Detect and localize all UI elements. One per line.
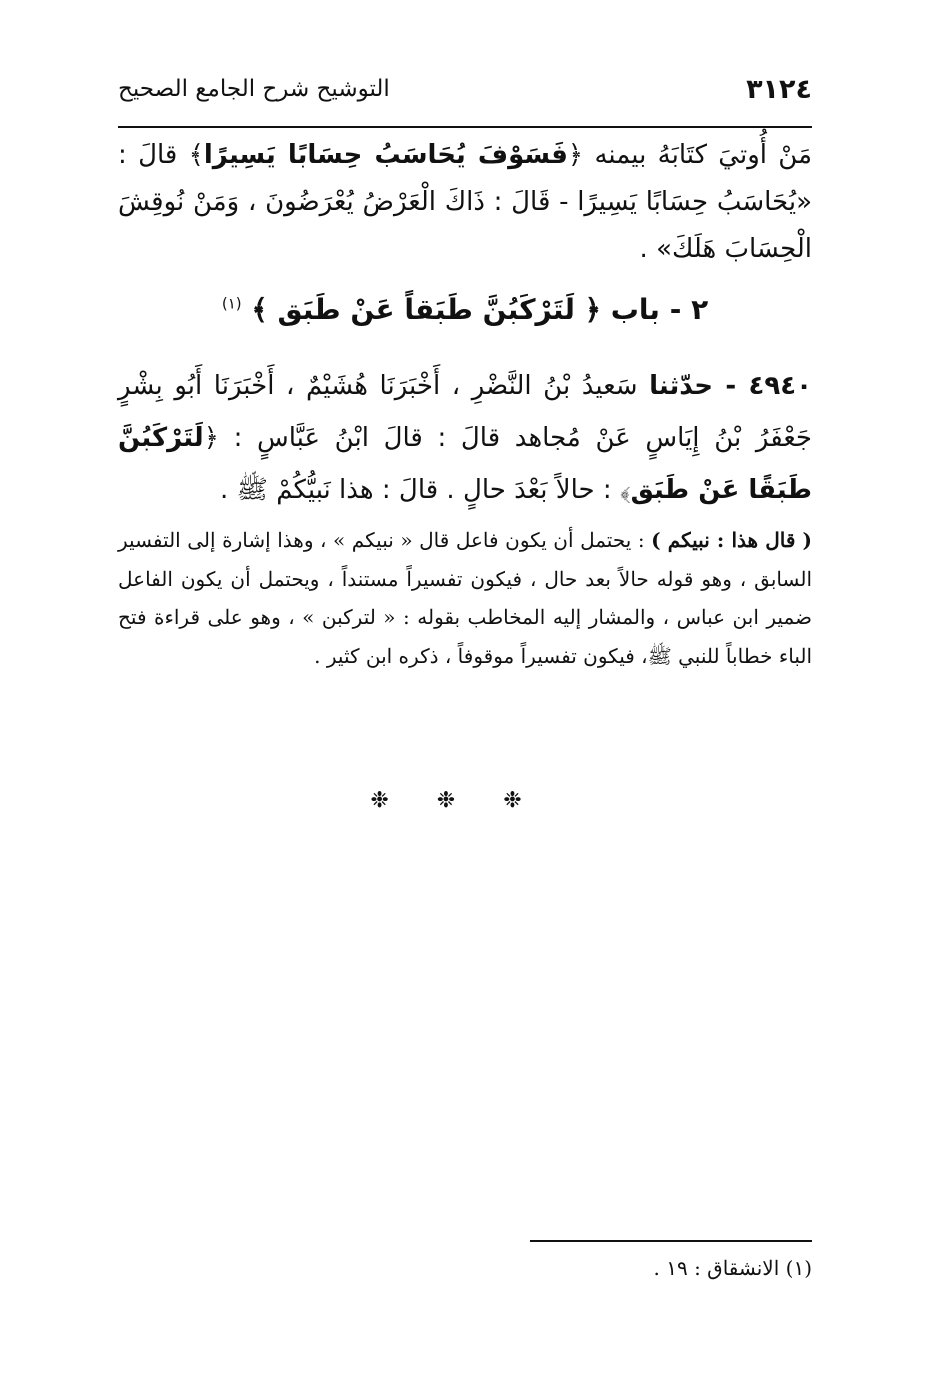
page-number: ٣١٢٤ [746, 74, 812, 105]
commentary-paragraph [118, 521, 812, 675]
chapter-title: ٢ - باب ﴿ لَتَرْكَبُنَّ طَبَقاً عَنْ طَبَق ﴾ [251, 293, 709, 326]
section-separator: ❉❉❉ [370, 788, 570, 813]
footnote: (١) الانشقاق : ١٩ . [653, 1256, 812, 1280]
continuation-lead: مَنْ أُوتيَ كتَابَهُ بيمنه ﴿ [567, 140, 813, 170]
chapter-footnote-marker: (١) [221, 294, 242, 313]
chapter-heading [118, 293, 812, 326]
hadith-text-part-2: ﴾ : حالاً بَعْدَ حالٍ . قالَ : هذا نَبيُّكُمْ ﷺ . [220, 475, 631, 505]
page-header [118, 70, 812, 112]
header-rule [118, 126, 812, 128]
continuation-rest: ﴾ قالَ : «يُحَاسَبُ حِسَابًا يَسِيرًا - قَالَ : ذَاكَ الْعَرْضُ يُعْرَضُونَ ، وَمَنْ نُوقِشَ الْحِسَابَ هَلَكَ» . [118, 140, 812, 264]
commentary-text: : يحتمل أن يكون فاعل قال « نبيكم » ، وهذا إشارة إلى التفسير السابق ، وهو قوله حالاً بعد حال ، فيكون تفسيراً مستنداً ، ويحتمل أن يكون الفاعل ضمير ابن عباس ، والمشار إليه المخاطب بقوله : « لتركبن » ، وهو على قراءة فتح الباء خطاباً للنبي ﷺ، فيكون تفسيراً موقوفاً ، ذكره ابن كثير . [118, 528, 812, 668]
footnote-rule [530, 1240, 812, 1242]
hadith-number-lead: ٤٩٤٠ - حدّثنا [649, 371, 812, 401]
hadith-continuation [118, 132, 812, 273]
hadith-4940 [118, 360, 812, 516]
continuation-verse: فَسَوْفَ يُحَاسَبُ حِسَابًا يَسِيرًا [203, 140, 568, 170]
running-title: التوشيح شرح الجامع الصحيح [118, 76, 390, 102]
hadith-text-part-1: سَعيدُ بْنُ النَّضْرِ ، أَخْبَرَنَا هُشَيْمٌ ، أَخْبَرَنَا أَبُو بِشْرٍ جَعْفَرُ بْنُ إِيَاسٍ عَنْ مُجاهد قالَ : قالَ ابْنُ عَبَّاسٍ : ﴿ [118, 371, 812, 453]
hadith-verse: لَتَرْكَبُنَّ طَبَقًا عَنْ طَبَق [118, 423, 812, 505]
commentary-lemma: ( قال هذا : نبيكم ) [651, 528, 812, 552]
